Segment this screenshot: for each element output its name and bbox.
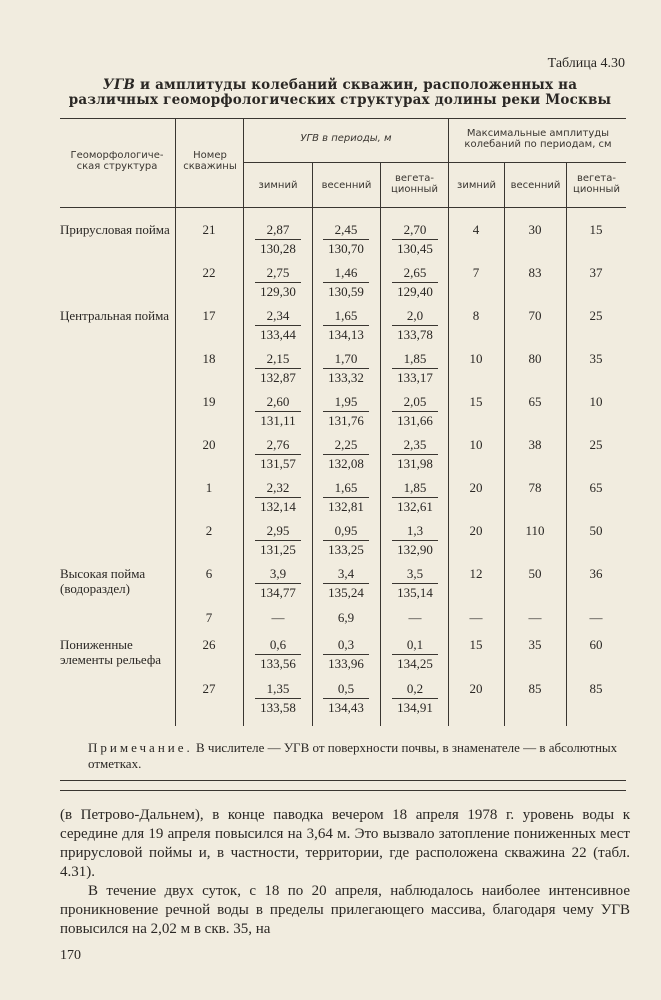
ugv-denominator: 132,61 [397,499,433,514]
ugv-denominator: 130,28 [260,241,296,256]
ugv-fraction [385,394,445,429]
ugv-numerator: 1,95 [334,394,358,409]
fraction-bar [255,239,301,240]
amplitude-value: 38 [528,437,542,452]
ugv-denominator: 132,81 [328,499,364,514]
fraction-bar [323,583,369,584]
fraction-bar [255,583,301,584]
ugv-denominator: 133,78 [397,327,433,342]
fraction-bar [255,411,301,412]
amplitude-value: 12 [469,566,483,581]
ugv-fraction [248,308,308,343]
amplitude-value: 85 [589,681,603,696]
ugv-fraction [385,437,445,472]
ugv-numerator: 1,46 [334,265,358,280]
ugv-fraction [248,351,308,386]
ugv-denominator: 131,76 [328,413,364,428]
ugv-numerator: 6,9 [337,610,355,625]
ugv-numerator: — [271,610,285,625]
col-divider-5 [448,118,449,726]
fraction-bar [323,411,369,412]
amplitude-value: 36 [589,566,603,581]
header-amp-group: Максимальные амплитуды колебаний по периодам, см [464,128,612,150]
row-well-number: 2 [205,523,213,538]
ugv-numerator: 1,65 [334,308,358,323]
row-structure: Пониженные элементы рельефа [60,637,162,667]
fraction-bar [323,368,369,369]
ugv-fraction [248,637,308,672]
ugv-fraction [248,437,308,472]
ugv-denominator: 130,59 [328,284,364,299]
ugv-fraction [385,480,445,515]
ugv-numerator: 2,65 [403,265,427,280]
amplitude-value: — [589,610,603,625]
ugv-denominator: 133,56 [260,656,296,671]
col-divider-2 [243,118,244,726]
amplitude-value: 110 [525,523,545,538]
amplitude-value: 10 [589,394,603,409]
ugv-fraction [316,523,376,558]
amplitude-value: 20 [469,480,483,495]
fraction-bar [323,698,369,699]
row-structure: Прирусловая пойма [60,222,170,237]
row-well-number: 6 [205,566,213,581]
ugv-fraction [316,566,376,601]
col-divider-3 [312,162,313,726]
ugv-numerator: 2,15 [266,351,290,366]
header-amp-winter: зимний [457,180,496,191]
amplitude-value: 20 [469,523,483,538]
amplitude-value: 65 [589,480,603,495]
ugv-fraction [248,480,308,515]
amplitude-value: 78 [528,480,542,495]
ugv-denominator: 129,30 [260,284,296,299]
ugv-denominator: 133,17 [397,370,433,385]
row-well-number: 19 [202,394,216,409]
amplitude-value: 15 [469,394,483,409]
page-number: 170 [60,948,81,963]
amplitude-value: 35 [528,637,542,652]
amplitude-value: 50 [589,523,603,538]
ugv-denominator: 130,45 [397,241,433,256]
ugv-fraction [248,523,308,558]
ugv-fraction [248,265,308,300]
ugv-numerator: 2,76 [266,437,290,452]
ugv-denominator: 131,66 [397,413,433,428]
note-text: В числителе — УГВ от поверхности почвы, в знаменателе — в абсолютных отметках. [88,740,618,771]
amplitude-value: 65 [528,394,542,409]
col-divider-1 [175,118,176,726]
ugv-numerator: 2,60 [266,394,290,409]
ugv-numerator: 0,95 [334,523,358,538]
fraction-bar [392,368,438,369]
ugv-fraction [385,523,445,558]
ugv-numerator: 0,2 [406,681,424,696]
amplitude-value: — [469,610,483,625]
fraction-bar [255,282,301,283]
ugv-numerator: 2,35 [403,437,427,452]
row-well-number: 26 [202,637,216,652]
row-well-number: 22 [202,265,216,280]
ugv-numerator: 1,65 [334,480,358,495]
fraction-bar [255,497,301,498]
ugv-denominator: 133,96 [328,656,364,671]
ugv-fraction [248,222,308,257]
ugv-fraction [316,308,376,343]
row-structure: Центральная пойма [60,308,170,323]
ugv-fraction [385,265,445,300]
fraction-bar [323,540,369,541]
ugv-numerator: 1,35 [266,681,290,696]
fraction-bar [392,654,438,655]
ugv-numerator: 1,70 [334,351,358,366]
fraction-bar [392,540,438,541]
ugv-numerator: 0,5 [337,681,355,696]
ugv-fraction [248,394,308,429]
amplitude-value: 10 [469,437,483,452]
row-well-number: 1 [205,480,213,495]
row-well-number: 17 [202,308,216,323]
amplitude-value: 4 [472,222,480,237]
subheader-rule-amp [448,162,626,163]
fraction-bar [392,239,438,240]
caption-text: и амплитуды колебаний скважин, расположенных на различных геоморфологических структурах долины реки Москвы [68,77,612,108]
fraction-bar [255,540,301,541]
amplitude-value: 70 [528,308,542,323]
ugv-denominator: 134,77 [260,585,296,600]
ugv-fraction [316,222,376,257]
ugv-fraction [316,437,376,472]
ugv-numerator: 2,75 [266,265,290,280]
ugv-denominator: 134,13 [328,327,364,342]
subheader-rule-ugv [243,162,448,163]
ugv-denominator: 134,91 [397,700,433,715]
fraction-bar [255,654,301,655]
amplitude-value: 85 [528,681,542,696]
ugv-fraction [316,637,376,672]
ugv-denominator: 133,58 [260,700,296,715]
row-structure: Высокая пойма (водораздел) [60,566,146,596]
paragraph-1: (в Петрово-Дальнем), в конце паводка вечером 18 апреля 1978 г. уровень воды к середине для 19 апреля повысился на 3,64 м. Это вызвало затопление пониженных мест прирусловой поймы и, в частности, территории, где расположена скважина 22 (табл. 4.31). [60,807,630,880]
ugv-numerator: 0,6 [269,637,287,652]
row-well-number: 7 [205,610,213,625]
ugv-denominator: 131,57 [260,456,296,471]
ugv-numerator: 3,4 [337,566,355,581]
header-amp-spring: весенний [510,180,561,191]
ugv-denominator: 132,87 [260,370,296,385]
ugv-fraction [248,610,308,626]
row-well-number: 27 [202,681,216,696]
row-well-number: 18 [202,351,216,366]
ugv-denominator: 135,14 [397,585,433,600]
amplitude-value: 35 [589,351,603,366]
ugv-fraction [385,351,445,386]
amplitude-value: 30 [528,222,542,237]
amplitude-value: 83 [528,265,542,280]
amplitude-value: 20 [469,681,483,696]
ugv-fraction [316,610,376,626]
ugv-denominator: 132,08 [328,456,364,471]
header-ugv-veget: вегета-ционный [391,173,438,195]
ugv-denominator: 134,43 [328,700,364,715]
ugv-numerator: 2,32 [266,480,290,495]
row-well-number: 20 [202,437,216,452]
header-well: Номер скважины [183,150,237,172]
amplitude-value: 15 [589,222,603,237]
ugv-fraction [248,566,308,601]
fraction-bar [392,583,438,584]
ugv-fraction [385,681,445,716]
ugv-denominator: 133,44 [260,327,296,342]
ugv-numerator: 0,3 [337,637,355,652]
ugv-denominator: 132,14 [260,499,296,514]
note-bottom-rule [60,790,626,791]
amplitude-value: 15 [469,637,483,652]
ugv-numerator: — [408,610,422,625]
fraction-bar [323,497,369,498]
ugv-numerator: 1,85 [403,480,427,495]
ugv-fraction [316,265,376,300]
amplitude-value: 80 [528,351,542,366]
ugv-numerator: 2,87 [266,222,290,237]
fraction-bar [323,282,369,283]
ugv-numerator: 0,1 [406,637,424,652]
fraction-bar [392,325,438,326]
ugv-numerator: 2,45 [334,222,358,237]
ugv-numerator: 1,85 [403,351,427,366]
fraction-bar [255,368,301,369]
amplitude-value: 37 [589,265,603,280]
col-divider-7 [566,162,567,726]
ugv-fraction [385,566,445,601]
amplitude-value: 50 [528,566,542,581]
ugv-fraction [385,308,445,343]
ugv-fraction [385,222,445,257]
ugv-fraction [316,394,376,429]
table-bottom-rule [60,780,626,781]
fraction-bar [323,239,369,240]
table-top-rule [60,118,626,119]
fraction-bar [392,454,438,455]
paragraph-2: В течение двух суток, с 18 по 20 апреля, наблюдалось наиболее интенсивное проникновение речной воды в пределы прилегающего массива, благодаря чему УГВ повысился на 2,02 м в скв. 35, на [60,883,630,937]
amplitude-value: 7 [472,265,480,280]
amplitude-value: — [528,610,542,625]
header-ugv-winter: зимний [258,180,298,191]
ugv-denominator: 135,24 [328,585,364,600]
ugv-fraction [385,610,445,626]
header-bottom-rule [60,207,626,208]
ugv-fraction [248,681,308,716]
ugv-numerator: 2,05 [403,394,427,409]
ugv-fraction [385,637,445,672]
table-note [88,740,628,772]
ugv-denominator: 131,25 [260,542,296,557]
ugv-numerator: 2,0 [406,308,424,323]
ugv-fraction [316,351,376,386]
fraction-bar [392,497,438,498]
fraction-bar [255,698,301,699]
fraction-bar [392,282,438,283]
ugv-denominator: 132,90 [397,542,433,557]
row-well-number: 21 [202,222,216,237]
ugv-denominator: 133,32 [328,370,364,385]
ugv-denominator: 129,40 [397,284,433,299]
fraction-bar [392,698,438,699]
table-caption [60,78,620,108]
ugv-numerator: 3,9 [269,566,287,581]
ugv-fraction [316,681,376,716]
note-label: Примечание. [88,740,193,755]
header-ugv-group: УГВ в периоды, м [300,133,392,144]
header-structure: Геоморфологиче-ская структура [70,150,164,172]
table-number: Таблица 4.30 [547,56,625,71]
ugv-numerator: 2,95 [266,523,290,538]
col-divider-6 [504,162,505,726]
fraction-bar [323,325,369,326]
ugv-numerator: 3,5 [406,566,424,581]
ugv-denominator: 133,25 [328,542,364,557]
ugv-denominator: 131,11 [260,413,296,428]
amplitude-value: 25 [589,308,603,323]
ugv-numerator: 2,70 [403,222,427,237]
amplitude-value: 10 [469,351,483,366]
ugv-denominator: 130,70 [328,241,364,256]
ugv-denominator: 134,25 [397,656,433,671]
fraction-bar [255,325,301,326]
fraction-bar [255,454,301,455]
fraction-bar [323,454,369,455]
col-divider-4 [380,162,381,726]
amplitude-value: 60 [589,637,603,652]
fraction-bar [323,654,369,655]
caption-abbr: УГВ [102,77,136,93]
amplitude-value: 25 [589,437,603,452]
amplitude-value: 8 [472,308,480,323]
fraction-bar [392,411,438,412]
header-amp-veget: вегета-ционный [573,173,620,195]
header-ugv-spring: весенний [321,180,372,191]
ugv-numerator: 1,3 [406,523,424,538]
ugv-numerator: 2,25 [334,437,358,452]
ugv-numerator: 2,34 [266,308,290,323]
ugv-fraction [316,480,376,515]
ugv-denominator: 131,98 [397,456,433,471]
